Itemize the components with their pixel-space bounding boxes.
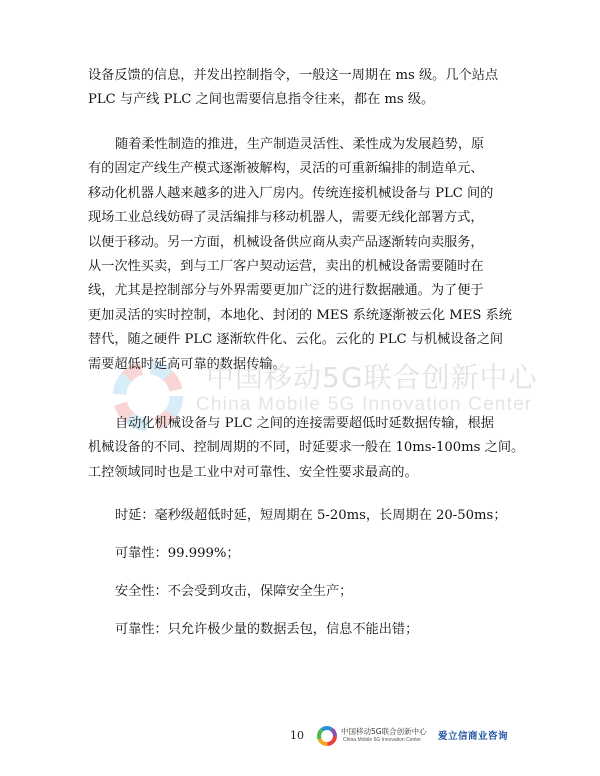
text-line: 以便于移动。另一方面，机械设备供应商从卖产品逐渐转向卖服务， [88, 234, 484, 250]
text-line: 工控领域同时也是工业中对可靠性、安全性要求最高的。 [88, 464, 418, 480]
paragraph-1 [88, 64, 524, 113]
paragraph-3 [88, 412, 524, 485]
text-line: 线，尤其是控制部分与外界需要更加广泛的进行数据融通。为了便于 [88, 283, 484, 299]
text-line: 自动化机械设备与 PLC 之间的连接需要超低时延数据传输，根据 [115, 416, 494, 431]
requirement-latency: 时延：毫秒级超低时延，短周期在 5-20ms，长周期在 20-50ms； [115, 508, 507, 523]
page-footer [0, 718, 600, 758]
text-line: 更加灵活的实时控制，本地化、封闭的 MES 系统逐渐被云化 MES 系统 [88, 307, 512, 323]
page-number: 10 [290, 729, 304, 742]
footer-org-name-en: China Mobile 5G Innovation Center [343, 737, 422, 743]
text-line: 随着柔性制造的推进，生产制造灵活性、柔性成为发展趋势，原 [115, 137, 485, 152]
footer-org-name: 中国移动5G联合创新中心 [341, 727, 427, 736]
watermark-name-cn: 中国移动5G联合创新中心 [206, 361, 538, 394]
text-line: 移动化机器人越来越多的进入厂房内。传统连接机械设备与 PLC 间的 [88, 185, 494, 201]
text-line: PLC 与产线 PLC 之间也需要信息指令往来，都在 ms 级。 [88, 92, 435, 108]
requirement-packet-loss: 可靠性：只允许极少量的数据丢包，信息不能出错； [115, 622, 419, 637]
text-line: 设备反馈的信息，并发出控制指令，一般这一周期在 ms 级。几个站点 [88, 68, 499, 83]
text-line: 从一次性买卖，到与工厂客户契动运营，卖出的机械设备需要随时在 [88, 259, 484, 275]
text-line: 现场工业总线妨碍了灵活编排与移动机器人，需要无线化部署方式， [88, 210, 484, 226]
footer-partner-name: 爱立信商业咨询 [438, 731, 509, 742]
requirement-reliability: 可靠性：99.999%； [115, 546, 240, 561]
text-line: 替代，随之硬件 PLC 逐渐软件化、云化。云化的 PLC 与机械设备之间 [88, 332, 504, 348]
text-line: 有的固定产线生产模式逐渐被解构，灵活的可重新编排的制造单元、 [88, 161, 484, 177]
paragraph-2 [88, 133, 524, 377]
requirement-security: 安全性：不会受到攻击，保障安全生产； [115, 584, 353, 599]
watermark-name-en: China Mobile 5G Innovation Center [196, 394, 533, 415]
cmcc-5g-center-logo-icon [316, 725, 338, 747]
text-line: 需要超低时延高可靠的数据传输。 [88, 356, 286, 372]
text-line: 机械设备的不同、控制周期的不同，时延要求一般在 10ms-100ms 之间。 [88, 440, 525, 456]
